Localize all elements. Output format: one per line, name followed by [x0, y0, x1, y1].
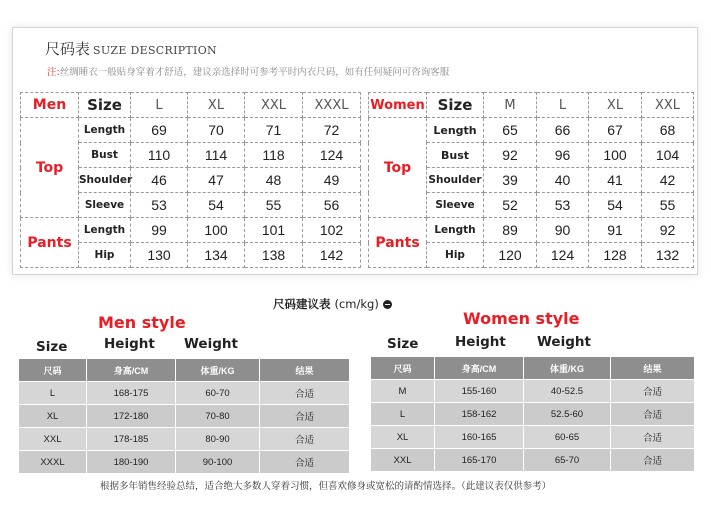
size-header: Size	[79, 93, 131, 118]
table-cell: 40	[537, 168, 589, 193]
table-row	[371, 449, 695, 472]
measure-label: Length	[427, 218, 484, 243]
table-cell: XXXL	[19, 451, 87, 474]
table-cell: XXL	[19, 428, 87, 451]
care-note	[47, 64, 449, 78]
table-cell: 89	[484, 218, 537, 243]
women-size-table	[368, 92, 694, 268]
table-cell: 90	[537, 218, 589, 243]
title-english: SUZE DESCRIPTION	[93, 44, 217, 57]
measure-label: Sleeve	[427, 193, 484, 218]
table-cell: 40-52.5	[524, 380, 611, 403]
table-cell: 71	[245, 118, 303, 143]
table-cell: 67	[589, 118, 642, 143]
measure-label: Sleeve	[79, 193, 131, 218]
table-cell: 104	[642, 143, 694, 168]
table-cell: 102	[303, 218, 361, 243]
table-cell: 53	[131, 193, 188, 218]
top-category-label: Top	[369, 118, 427, 218]
table-cell: 60-65	[524, 426, 611, 449]
table-cell: 91	[589, 218, 642, 243]
table-cell: 180-190	[87, 451, 176, 474]
table-cell: 92	[484, 143, 537, 168]
table-row	[369, 218, 694, 243]
table-cell: 65	[484, 118, 537, 143]
table-cell: 132	[642, 243, 694, 268]
column-header: 体重/KG	[176, 359, 260, 382]
table-cell: 合适	[260, 428, 350, 451]
men-rec-header-row	[19, 359, 350, 382]
table-cell: 54	[589, 193, 642, 218]
men-style-title: Men style	[98, 313, 186, 332]
table-cell: 100	[188, 218, 245, 243]
table-cell: 65-70	[524, 449, 611, 472]
measure-label: Length	[79, 218, 131, 243]
table-cell: 70	[188, 118, 245, 143]
table-cell: 138	[245, 243, 303, 268]
column-header: 结果	[260, 359, 350, 382]
column-header: 体重/KG	[524, 357, 611, 380]
pants-category-label: Pants	[369, 218, 427, 268]
table-row	[371, 403, 695, 426]
table-cell: L	[19, 382, 87, 405]
column-header: 尺码	[371, 357, 435, 380]
table-cell: 合适	[611, 426, 695, 449]
men-label: Men	[21, 93, 79, 118]
men-size-table	[20, 92, 361, 268]
column-header: 结果	[611, 357, 695, 380]
table-cell: 134	[188, 243, 245, 268]
table-row	[21, 218, 361, 243]
table-cell: 168-175	[87, 382, 176, 405]
size-col: XL	[188, 93, 245, 118]
table-row	[369, 118, 694, 143]
table-cell: 155-160	[435, 380, 524, 403]
table-cell: 120	[484, 243, 537, 268]
table-cell: 合适	[611, 380, 695, 403]
table-cell: 46	[131, 168, 188, 193]
women-label: Women	[369, 93, 427, 118]
recommendation-title	[273, 296, 392, 312]
table-cell: 合适	[611, 449, 695, 472]
table-cell: 合适	[260, 451, 350, 474]
size-col: XXXL	[303, 93, 361, 118]
table-cell: 合适	[260, 382, 350, 405]
women-col-size: Size	[387, 336, 419, 352]
table-cell: 41	[589, 168, 642, 193]
table-cell: 99	[131, 218, 188, 243]
table-cell: 合适	[260, 405, 350, 428]
footer-note: 根据多年销售经验总结，适合绝大多数人穿着习惯，但喜欢修身或宽松的请酌情选择。（此建议表仅供参考）	[100, 481, 552, 492]
table-row	[371, 380, 695, 403]
men-col-size: Size	[36, 339, 68, 355]
men-recommendation-table	[18, 358, 350, 474]
women-rec-header-row	[371, 357, 695, 380]
card-title	[45, 38, 217, 59]
table-cell: 42	[642, 168, 694, 193]
table-cell: XL	[371, 426, 435, 449]
table-cell: 52.5-60	[524, 403, 611, 426]
size-col: XXL	[642, 93, 694, 118]
measure-label: Bust	[427, 143, 484, 168]
table-cell: 110	[131, 143, 188, 168]
men-col-height: Height	[104, 336, 155, 352]
table-cell: 165-170	[435, 449, 524, 472]
table-cell: 114	[188, 143, 245, 168]
table-cell: 69	[131, 118, 188, 143]
measure-label: Shoulder	[79, 168, 131, 193]
measure-label: Hip	[427, 243, 484, 268]
table-cell: 70-80	[176, 405, 260, 428]
table-cell: 48	[245, 168, 303, 193]
pants-category-label: Pants	[21, 218, 79, 268]
table-cell: 160-165	[435, 426, 524, 449]
note-text: 丝绸睡衣一般贴身穿着才舒适，建议亲选择时可参考平时内衣尺码，如有任何疑问可咨询客服	[59, 67, 450, 78]
table-row	[19, 405, 350, 428]
table-cell: 172-180	[87, 405, 176, 428]
column-header: 身高/CM	[435, 357, 524, 380]
size-header: Size	[427, 93, 484, 118]
women-style-title: Women style	[463, 309, 580, 328]
table-cell: 52	[484, 193, 537, 218]
table-cell: 96	[537, 143, 589, 168]
table-cell: 66	[537, 118, 589, 143]
table-cell: 68	[642, 118, 694, 143]
table-cell: 142	[303, 243, 361, 268]
table-cell: M	[371, 380, 435, 403]
table-row	[371, 426, 695, 449]
men-size-header-row	[21, 93, 361, 118]
size-description-card	[12, 27, 698, 275]
size-col: XXL	[245, 93, 303, 118]
women-recommendation-table	[370, 356, 695, 472]
column-header: 尺码	[19, 359, 87, 382]
table-cell: 118	[245, 143, 303, 168]
table-cell: 80-90	[176, 428, 260, 451]
table-cell: 124	[537, 243, 589, 268]
table-cell: 47	[188, 168, 245, 193]
circle-minus-icon	[383, 300, 392, 309]
table-cell: 101	[245, 218, 303, 243]
table-cell: 60-70	[176, 382, 260, 405]
note-label: 注:	[47, 67, 60, 78]
measure-label: Length	[427, 118, 484, 143]
table-cell: 178-185	[87, 428, 176, 451]
table-cell: 54	[188, 193, 245, 218]
men-col-weight: Weight	[184, 336, 238, 352]
table-cell: 158-162	[435, 403, 524, 426]
recommendation-title-text: 尺码建议表	[273, 297, 331, 311]
size-col: L	[537, 93, 589, 118]
table-cell: 39	[484, 168, 537, 193]
table-cell: 72	[303, 118, 361, 143]
women-size-header-row	[369, 93, 694, 118]
size-col: L	[131, 93, 188, 118]
table-cell: 130	[131, 243, 188, 268]
recommendation-unit: (cm/kg)	[334, 297, 379, 311]
size-col: XL	[589, 93, 642, 118]
table-cell: 合适	[611, 403, 695, 426]
table-cell: L	[371, 403, 435, 426]
table-row	[19, 428, 350, 451]
measure-label: Bust	[79, 143, 131, 168]
table-cell: 92	[642, 218, 694, 243]
table-row	[19, 382, 350, 405]
measure-label: Shoulder	[427, 168, 484, 193]
top-category-label: Top	[21, 118, 79, 218]
column-header: 身高/CM	[87, 359, 176, 382]
table-cell: 124	[303, 143, 361, 168]
title-chinese: 尺码表	[45, 40, 91, 58]
table-row	[19, 451, 350, 474]
table-cell: 90-100	[176, 451, 260, 474]
measure-label: Hip	[79, 243, 131, 268]
women-col-weight: Weight	[537, 334, 591, 350]
table-cell: XXL	[371, 449, 435, 472]
table-cell: 56	[303, 193, 361, 218]
table-cell: 128	[589, 243, 642, 268]
table-cell: XL	[19, 405, 87, 428]
size-col: M	[484, 93, 537, 118]
table-cell: 100	[589, 143, 642, 168]
table-cell: 49	[303, 168, 361, 193]
table-row	[21, 118, 361, 143]
table-cell: 55	[642, 193, 694, 218]
women-col-height: Height	[455, 334, 506, 350]
measure-label: Length	[79, 118, 131, 143]
table-cell: 53	[537, 193, 589, 218]
table-cell: 55	[245, 193, 303, 218]
